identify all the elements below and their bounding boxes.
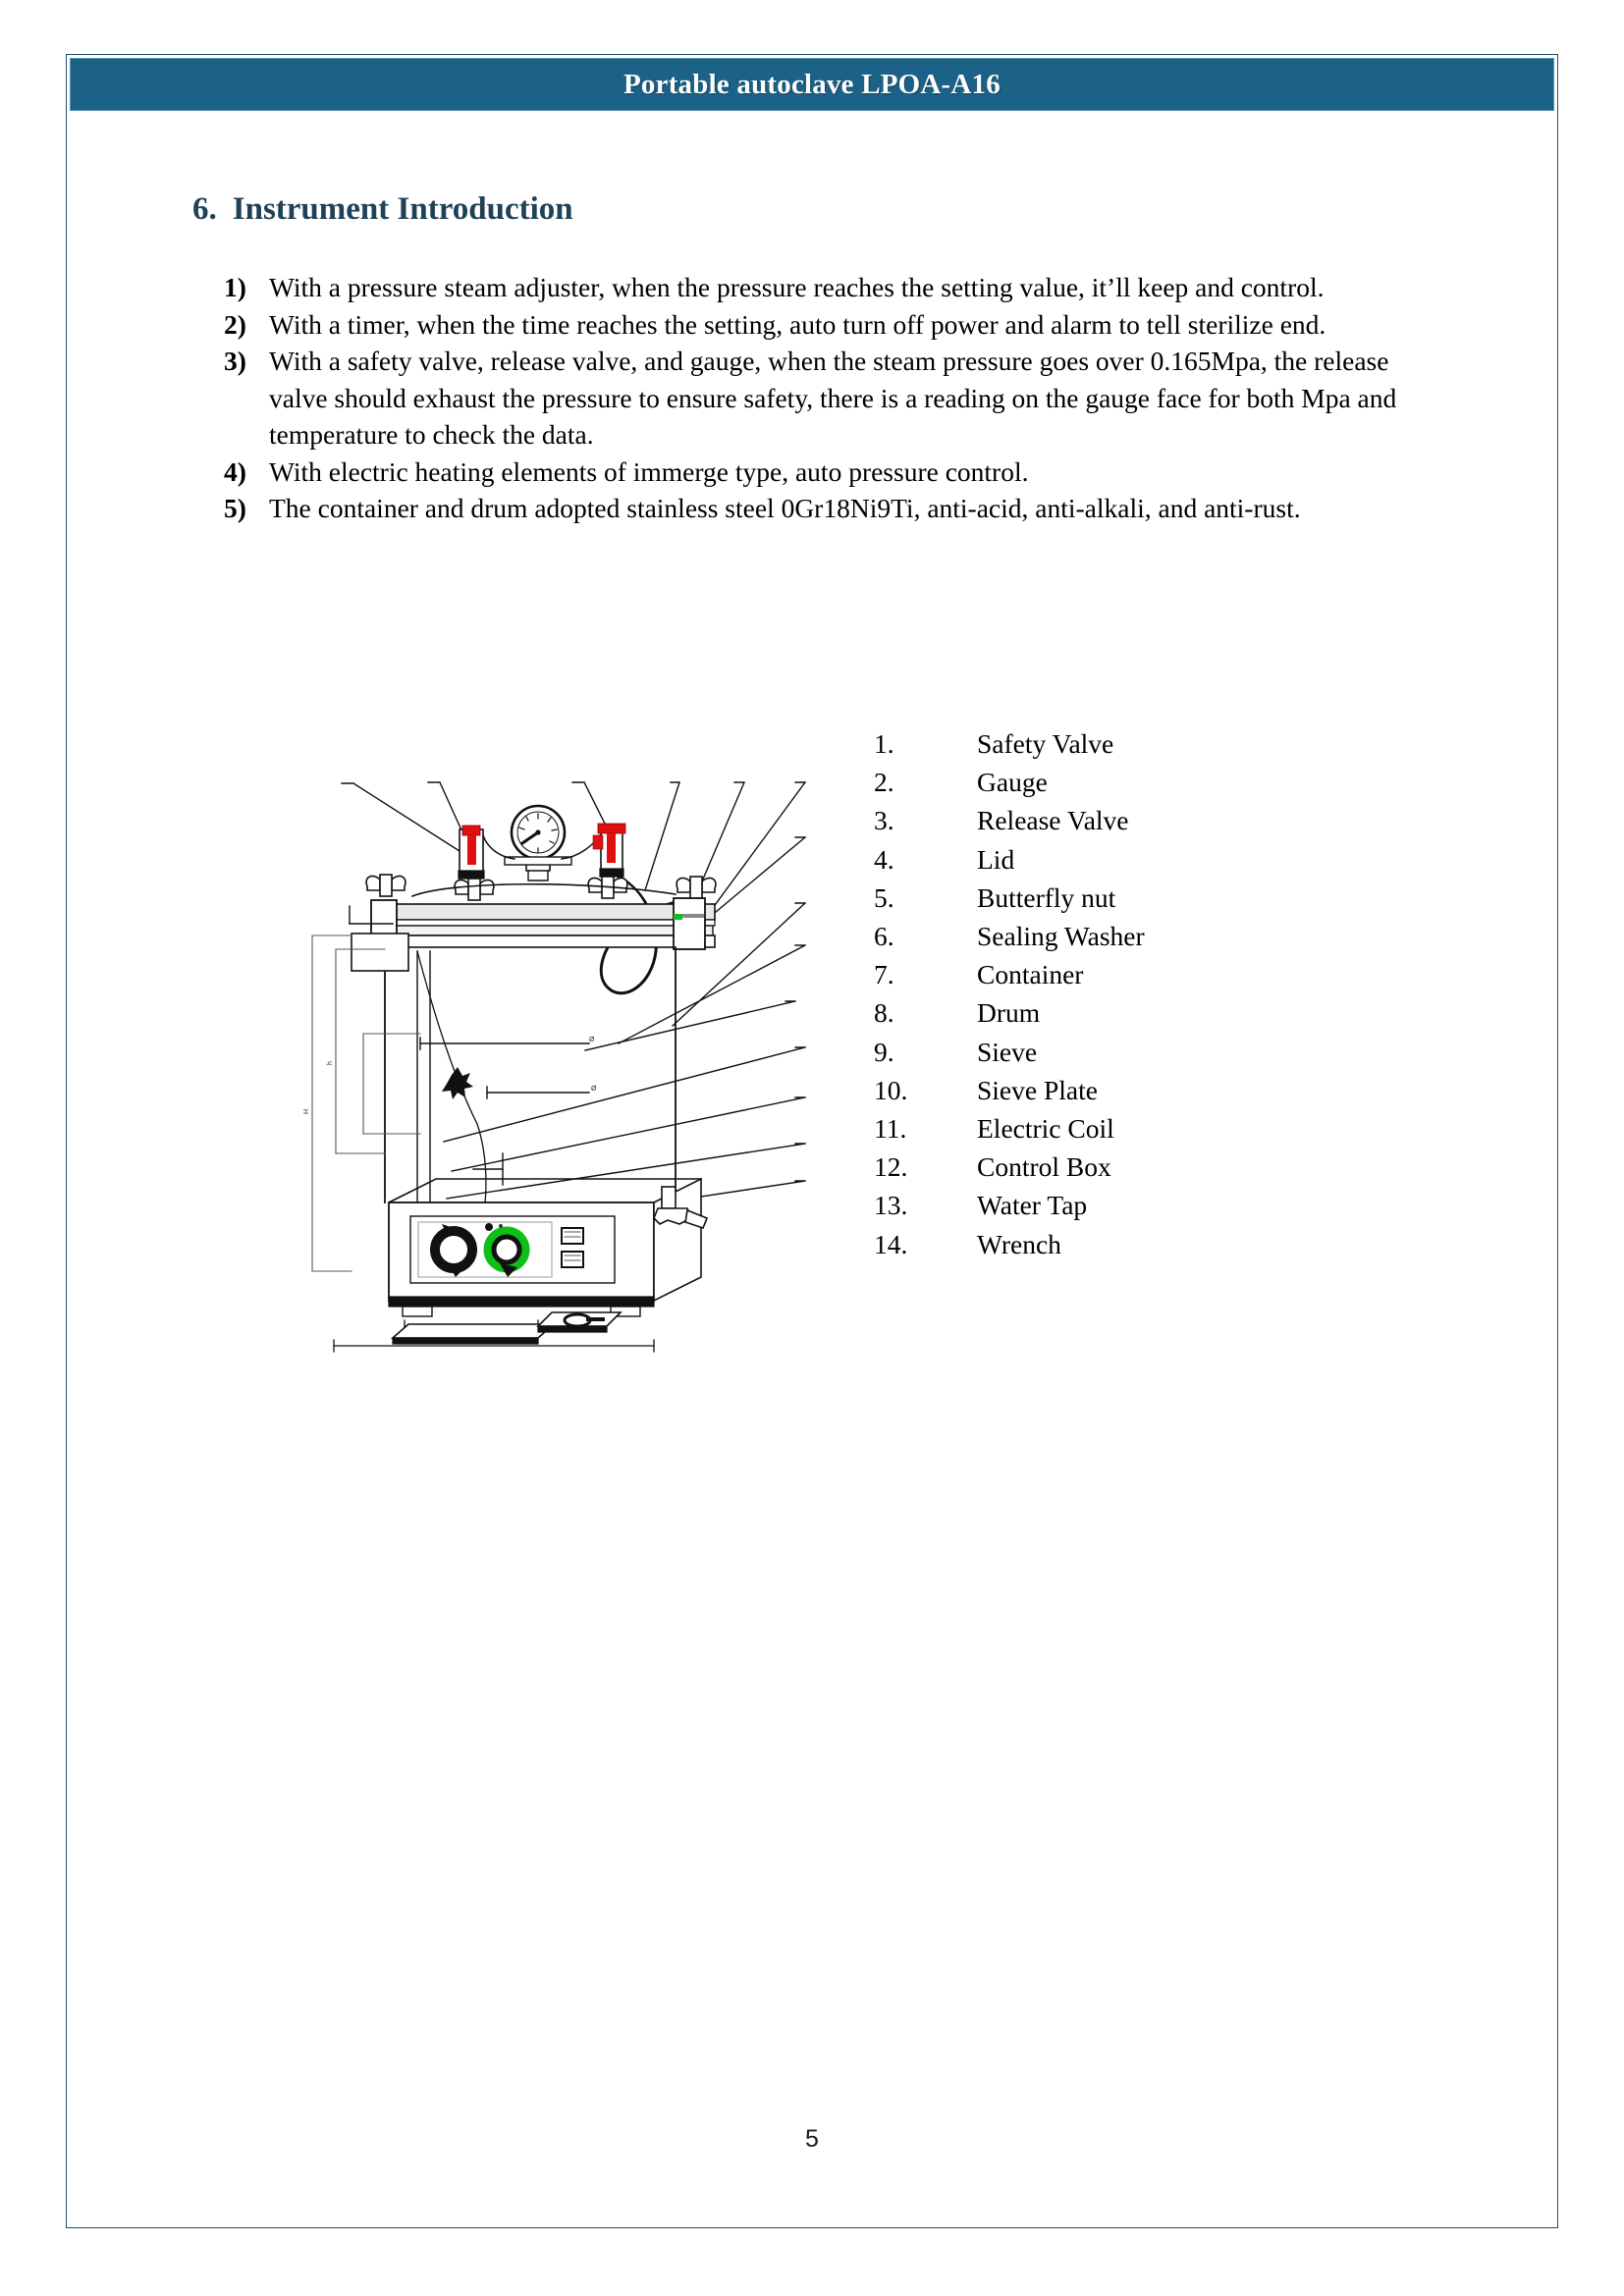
list-item-text: With a pressure steam adjuster, when the pressure reaches the setting value, it’ll keep and control. — [269, 272, 1325, 302]
autoclave-technical-diagram — [295, 741, 844, 1369]
legend-label: Butterfly nut — [977, 881, 1116, 913]
legend-label: Drum — [977, 997, 1041, 1029]
legend-label: Sieve — [977, 1036, 1038, 1067]
list-item — [224, 306, 1402, 344]
legend-number: 8. — [874, 997, 894, 1029]
legend-row — [874, 724, 1145, 763]
legend-row — [874, 1033, 1145, 1071]
list-item-text: With a safety valve, release valve, and gauge, when the steam pressure goes over 0.165Mpa, the release valve should exhaust the pressure to ensure safety, there is a reading on the gauge face for both Mpa and temperature to check the data. — [269, 346, 1397, 450]
list-item-text: With electric heating elements of immerge type, auto pressure control. — [269, 455, 1029, 487]
legend-row — [874, 1186, 1145, 1224]
legend-row — [874, 1109, 1145, 1148]
legend-number: 12. — [874, 1151, 908, 1183]
legend-row — [874, 993, 1145, 1032]
list-item-text: With a timer, when the time reaches the setting, auto turn off power and alarm to tell sterilize end. — [269, 308, 1326, 340]
legend-label: Wrench — [977, 1228, 1061, 1259]
legend-number: 6. — [874, 921, 894, 952]
legend-label: Sieve Plate — [977, 1074, 1098, 1105]
legend-row — [874, 1225, 1145, 1263]
list-item — [224, 454, 1402, 491]
svg-text:H: H — [303, 1108, 310, 1114]
list-item — [224, 490, 1402, 527]
legend-number: 3. — [874, 805, 894, 836]
list-item — [224, 343, 1402, 454]
legend-number: 13. — [874, 1190, 908, 1221]
parts-legend-list — [874, 724, 1145, 1263]
legend-number: 9. — [874, 1036, 894, 1067]
legend-row — [874, 1071, 1145, 1109]
legend-row — [874, 763, 1145, 801]
legend-label: Gauge — [977, 767, 1048, 798]
legend-number: 2. — [874, 767, 894, 798]
document-title: Portable autoclave LPOA-A16 — [623, 68, 1001, 100]
legend-row — [874, 955, 1145, 993]
legend-label: Sealing Washer — [977, 921, 1145, 952]
page-title — [192, 191, 573, 228]
legend-row — [874, 917, 1145, 955]
svg-text:h: h — [327, 1061, 334, 1065]
legend-number: 14. — [874, 1228, 908, 1259]
list-item-marker: 3) — [224, 346, 246, 376]
section-title: Instrument Introduction — [232, 191, 573, 227]
legend-label: Water Tap — [977, 1190, 1088, 1221]
legend-label: Safety Valve — [977, 728, 1114, 759]
legend-number: 5. — [874, 881, 894, 913]
legend-number: 1. — [874, 728, 894, 759]
list-item-text: The container and drum adopted stainless steel 0Gr18Ni9Ti, anti-acid, anti-alkali, and anti-rust. — [269, 493, 1301, 523]
legend-label: Electric Coil — [977, 1113, 1114, 1145]
section-number: 6. — [192, 191, 217, 227]
legend-number: 7. — [874, 959, 894, 990]
document-header-banner — [70, 58, 1554, 111]
list-item-marker: 1) — [224, 272, 246, 302]
legend-row — [874, 1148, 1145, 1186]
legend-row — [874, 801, 1145, 839]
legend-number: 10. — [874, 1074, 908, 1105]
svg-text:Ø: Ø — [589, 1037, 595, 1043]
svg-text:Ø: Ø — [591, 1086, 597, 1093]
page-number: 5 — [805, 2125, 819, 2153]
legend-label: Release Valve — [977, 805, 1129, 836]
legend-label: Lid — [977, 843, 1015, 875]
list-item-marker: 4) — [224, 455, 246, 487]
list-item-marker: 2) — [224, 308, 246, 340]
instrument-introduction-list — [224, 269, 1402, 527]
legend-label: Container — [977, 959, 1084, 990]
list-item-marker: 5) — [224, 493, 246, 523]
legend-number: 4. — [874, 843, 894, 875]
legend-number: 11. — [874, 1113, 907, 1145]
legend-row — [874, 879, 1145, 917]
legend-label: Control Box — [977, 1151, 1111, 1183]
legend-row — [874, 840, 1145, 879]
list-item — [224, 269, 1402, 306]
